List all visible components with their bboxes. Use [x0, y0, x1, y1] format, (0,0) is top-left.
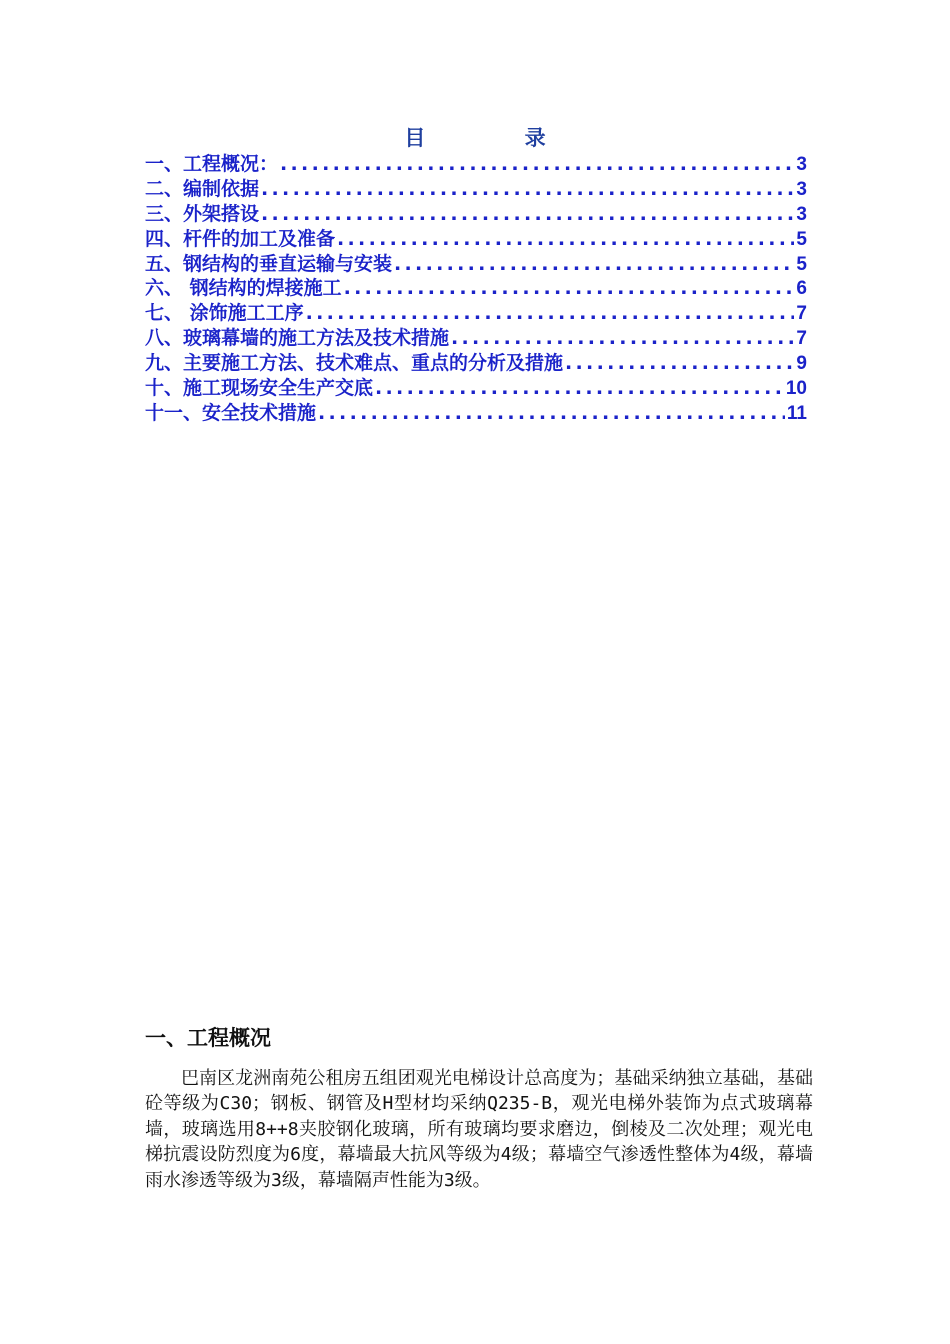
- toc-page-number: 7: [796, 328, 807, 350]
- toc-dot-leader: [318, 401, 785, 426]
- toc-dot-leader: [451, 326, 794, 351]
- table-of-contents: [145, 152, 807, 426]
- toc-entry-label: 四、杆件的加工及准备: [145, 227, 336, 250]
- toc-dot-leader: [280, 152, 794, 177]
- toc-entry-label: 七、 涂饰施工工序: [145, 302, 304, 325]
- toc-page-number: 3: [796, 203, 807, 225]
- toc-dot-leader: [344, 276, 795, 301]
- toc-entry-label: 十一、安全技术措施: [145, 401, 317, 424]
- toc-entry-label: 八、玻璃幕墙的施工方法及技术措施: [145, 327, 450, 350]
- toc-page-number: 6: [796, 278, 807, 300]
- section-paragraph: 巴南区龙洲南苑公租房五组团观光电梯设计总高度为；基础采纳独立基础，基础砼等级为C30；钢板、钢管及H型材均采纳Q235-B，观光电梯外装饰为点式玻璃幕墙，玻璃选用8++8夹胶钢化玻璃，所有玻璃均要求磨边，倒棱及二次处理；观光电梯抗震设防烈度为6度，幕墙最大抗风等级为4级；幕墙空气渗透性整体为4级，幕墙雨水渗透等级为3级，幕墙隔声性能为3级。: [145, 1068, 813, 1191]
- toc-entry-label: 三、外架搭设: [145, 202, 260, 225]
- toc-entry-label: 九、主要施工方法、技术难点、重点的分析及措施: [145, 352, 564, 375]
- toc-page-number: 5: [796, 253, 807, 275]
- toc-page-number: 7: [796, 303, 807, 325]
- toc-entry[interactable]: [145, 177, 807, 202]
- toc-dot-leader: [394, 252, 794, 277]
- toc-page-number: 9: [796, 353, 807, 375]
- toc-title: 目 录: [404, 126, 592, 150]
- toc-entry-label: 十、施工现场安全生产交底: [145, 377, 374, 400]
- toc-dot-leader: [337, 227, 794, 252]
- toc-entry[interactable]: [145, 301, 807, 326]
- toc-entry-label: 二、编制依据: [145, 177, 260, 200]
- toc-entry[interactable]: [145, 252, 807, 277]
- toc-entry[interactable]: [145, 401, 807, 426]
- toc-entry-label: 一、工程概况：: [145, 153, 279, 175]
- toc-dot-leader: [261, 177, 794, 202]
- toc-dot-leader: [306, 301, 795, 326]
- toc-page-number: 3: [796, 154, 807, 175]
- toc-entry[interactable]: [145, 202, 807, 227]
- toc-page-number: 10: [785, 378, 807, 400]
- toc-page-number: 3: [796, 178, 807, 200]
- toc-dot-leader: [375, 376, 784, 401]
- toc-entry[interactable]: [145, 376, 807, 401]
- toc-entry[interactable]: [145, 227, 807, 252]
- toc-page-number: 11: [786, 402, 807, 424]
- toc-page-number: 5: [796, 228, 807, 250]
- toc-entry-label: 五、钢结构的垂直运输与安装: [145, 252, 393, 275]
- toc-dot-leader: [261, 202, 794, 227]
- toc-dot-leader: [565, 351, 794, 376]
- toc-entry-label: 六、 钢结构的焊接施工: [145, 277, 342, 300]
- toc-entry[interactable]: [145, 351, 807, 376]
- section-heading: 一、工程概况: [145, 1026, 271, 1050]
- toc-entry[interactable]: [145, 152, 807, 177]
- toc-entry[interactable]: [145, 276, 807, 301]
- toc-entry[interactable]: [145, 326, 807, 351]
